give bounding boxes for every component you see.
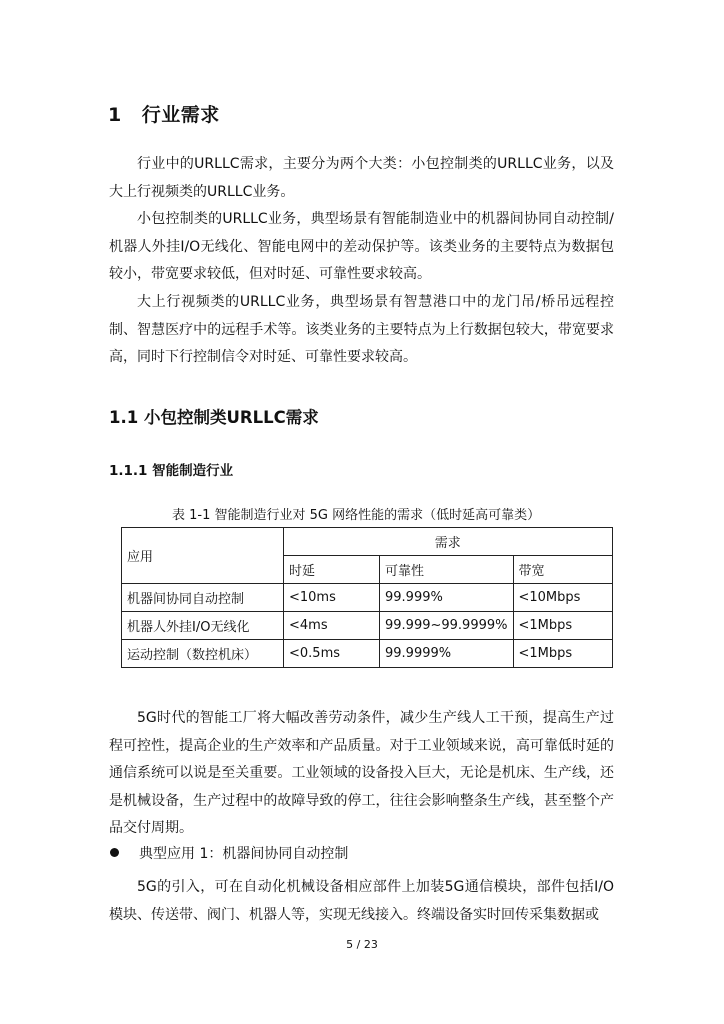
table-cell-latency: <10ms (284, 584, 380, 612)
table-cell-app: 机器人外挂I/O无线化 (122, 612, 284, 640)
table-row (122, 640, 613, 668)
bullet-text: 典型应用 1：机器间协同自动控制 (139, 846, 349, 862)
table-cell-reliability: 99.999% (380, 584, 514, 612)
subsection-heading: 1.1 小包控制类URLLC需求 (109, 408, 319, 427)
table-caption: 表 1-1 智能制造行业对 5G 网络性能的需求（低时延高可靠类） (172, 508, 541, 523)
table-cell-latency: <0.5ms (284, 640, 380, 668)
small-packet-paragraph: 小包控制类的URLLC业务，典型场景有智能制造业中的机器间协同自动控制/机器人外挂I/O无线化、智能电网中的差动保护等。该类业务的主要特点为数据包较小，带宽要求较低，但对时延、可靠性要求较高。 (109, 211, 614, 282)
uplink-video-paragraph: 大上行视频类的URLLC业务，典型场景有智慧港口中的龙门吊/桥吊远程控制、智慧医疗中的远程手术等。该类业务的主要特点为上行数据包较大，带宽要求高，同时下行控制信令对时延、可靠性要求较高。 (109, 294, 614, 365)
subsubsection-heading: 1.1.1 智能制造行业 (109, 463, 234, 479)
bullet-icon (110, 848, 119, 857)
table-cell-app: 运动控制（数控机床） (122, 640, 284, 668)
table-header-row (122, 528, 613, 556)
section-heading (108, 100, 220, 127)
table-cell-reliability: 99.9999% (380, 640, 514, 668)
5g-intro-paragraph: 5G的引入，可在自动化机械设备相应部件上加装5G通信模块，部件包括I/O模块、传送带、阀门、机器人等，实现无线接入。终端设备实时回传采集数据或 (109, 879, 614, 923)
requirements-table (121, 527, 613, 668)
section-title: 行业需求 (141, 104, 220, 126)
bullet-item (110, 843, 348, 863)
header-bandwidth: 带宽 (513, 556, 612, 584)
table-cell-latency: <4ms (284, 612, 380, 640)
header-requirement: 需求 (284, 528, 613, 556)
section-number: 1 (108, 104, 122, 126)
intro-paragraph: 行业中的URLLC需求，主要分为两个大类：小包控制类的URLLC业务，以及大上行视频类的URLLC业务。 (109, 156, 614, 200)
table-row (122, 584, 613, 612)
header-application: 应用 (122, 528, 284, 584)
header-latency: 时延 (284, 556, 380, 584)
table-row (122, 612, 613, 640)
page-number: 5 / 23 (346, 938, 378, 951)
table-cell-app: 机器间协同自动控制 (122, 584, 284, 612)
smart-factory-paragraph: 5G时代的智能工厂将大幅改善劳动条件，减少生产线人工干预，提高生产过程可控性，提高企业的生产效率和产品质量。对于工业领域来说，高可靠低时延的通信系统可以说是至关重要。工业领域的设备投入巨大，无论是机床、生产线，还是机械设备，生产过程中的故障导致的停工，往往会影响整条生产线，甚至整个产品交付周期。 (109, 710, 614, 836)
table-cell-bandwidth: <1Mbps (513, 640, 612, 668)
table-cell-bandwidth: <10Mbps (513, 584, 612, 612)
table-cell-reliability: 99.999~99.9999% (380, 612, 514, 640)
header-reliability: 可靠性 (380, 556, 514, 584)
table-cell-bandwidth: <1Mbps (513, 612, 612, 640)
